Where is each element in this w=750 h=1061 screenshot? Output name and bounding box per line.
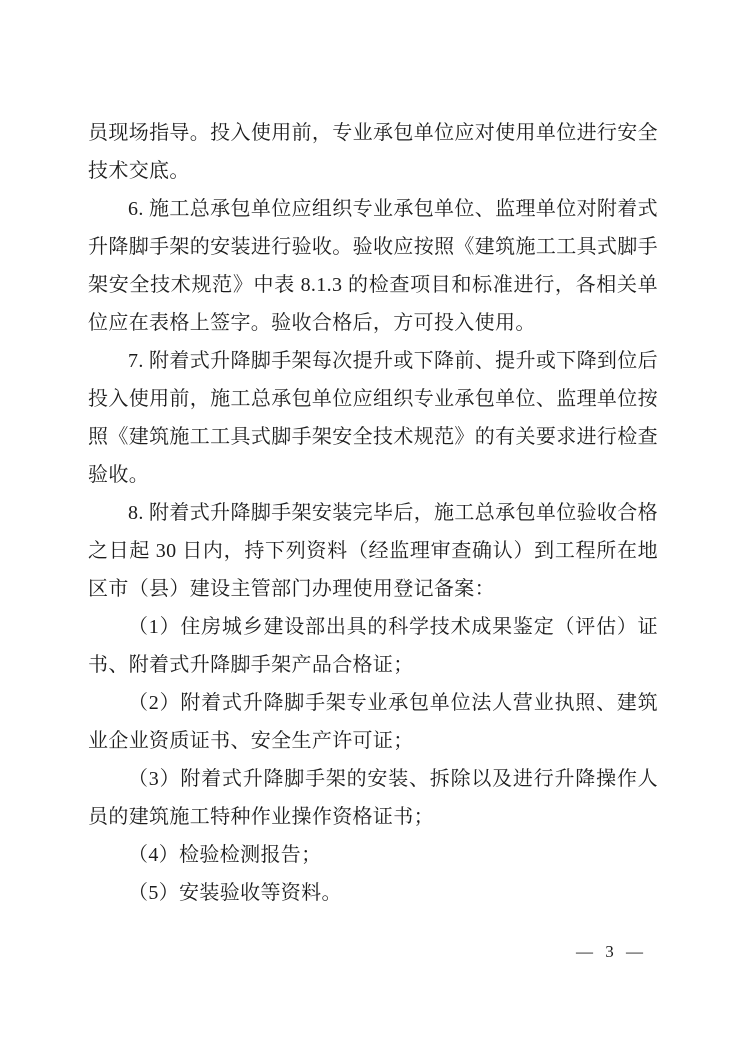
paragraph-item-6: 6. 施工总承包单位应组织专业承包单位、监理单位对附着式升降脚手架的安装进行验收。验收应按照《建筑施工工具式脚手架安全技术规范》中表 8.1.3 的检查项目和标准进行，各相关单位应在表格上签字。验收合格后，方可投入使用。 [88, 198, 658, 334]
paragraph-subitem-3: （3）附着式升降脚手架的安装、拆除以及进行升降操作人员的建筑施工特种作业操作资格证书； [88, 768, 658, 828]
paragraph-item-7: 7. 附着式升降脚手架每次提升或下降前、提升或下降到位后投入使用前，施工总承包单位应组织专业承包单位、监理单位按照《建筑施工工具式脚手架安全技术规范》的有关要求进行检查验收。 [88, 350, 658, 486]
paragraph-subitem-4: （4）检验检测报告； [128, 844, 322, 866]
document-page [88, 114, 658, 912]
page-footer [88, 940, 658, 964]
page-number: — 3 — [576, 942, 644, 961]
paragraph-continuation: 员现场指导。投入使用前，专业承包单位应对使用单位进行安全技术交底。 [88, 122, 658, 182]
paragraph-subitem-1: （1）住房城乡建设部出具的科学技术成果鉴定（评估）证书、附着式升降脚手架产品合格证； [88, 616, 658, 676]
paragraph-item-8: 8. 附着式升降脚手架安装完毕后，施工总承包单位验收合格之日起 30 日内，持下列资料（经监理审查确认）到工程所在地区市（县）建设主管部门办理使用登记备案： [88, 502, 658, 600]
paragraph-subitem-2: （2）附着式升降脚手架专业承包单位法人营业执照、建筑业企业资质证书、安全生产许可证； [88, 692, 658, 752]
paragraph-subitem-5: （5）安装验收等资料。 [128, 882, 342, 904]
